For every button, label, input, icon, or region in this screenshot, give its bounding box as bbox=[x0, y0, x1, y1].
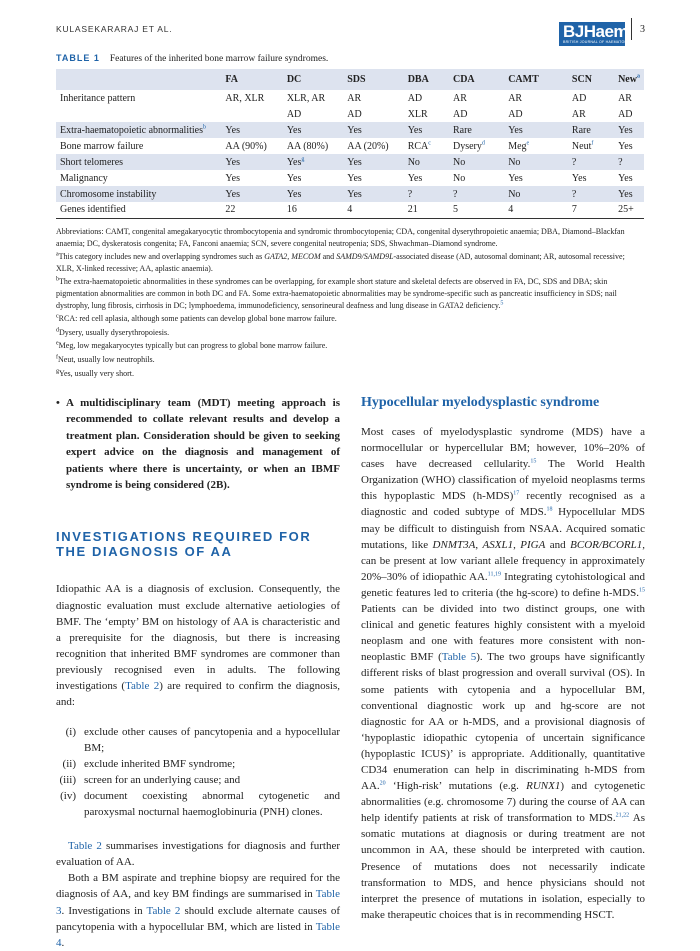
table-row bbox=[56, 170, 644, 186]
investigation-list bbox=[56, 724, 340, 820]
cell-value: Yes bbox=[225, 172, 240, 184]
paragraph-text: As somatic mutations at diagnosis or during treatment are not uncommon in AA, these should be interpreted with caution. Presence of mutations does not necessarily indicate transformation to MDS, and hence physicians should not interpret the presence of mutations in isolation, especially to make therapeutic choices that is in recommending HSCT. bbox=[361, 812, 645, 921]
paragraph-text: should exclude alternate causes of pancytopenia with a hypocellular BM, which are listed in bbox=[56, 904, 340, 933]
cell-value: XLR, AR bbox=[286, 92, 326, 104]
cell-value: Yes bbox=[347, 124, 362, 136]
cell-value: Yes bbox=[407, 124, 423, 136]
table-column-header: SCN bbox=[568, 69, 614, 90]
table-cell bbox=[449, 122, 504, 138]
table-cell bbox=[221, 154, 282, 170]
journal-logo-subtitle: BRITISH JOURNAL OF HAEMATOLOGY bbox=[563, 40, 636, 44]
paragraph-text: summarises investigations for diagnosis and further evaluation of AA. bbox=[56, 840, 340, 869]
table-column-header: CAMT bbox=[504, 69, 568, 90]
cell-value: No bbox=[407, 156, 420, 168]
row-label-text: Genes identified bbox=[60, 204, 126, 216]
citation-link[interactable]: 5 bbox=[500, 299, 504, 306]
row-label-text: Extra-haematopoietic abnormalities bbox=[60, 124, 203, 136]
gene-name: PIGA bbox=[520, 538, 546, 551]
table-cell bbox=[449, 170, 504, 186]
table-cell bbox=[504, 122, 568, 138]
list-item-number: (i) bbox=[65, 726, 76, 739]
cell-value: AR bbox=[452, 92, 467, 104]
cell-value: Yes bbox=[286, 188, 302, 200]
paragraph-text: The World Health Organization (WHO) classification of myeloid neoplasms terms this hypoplastic MDS (h-MDS) bbox=[361, 458, 645, 503]
table-cell bbox=[449, 186, 504, 202]
cell-value: AR, XLR bbox=[225, 92, 265, 104]
table-header-row bbox=[56, 69, 644, 90]
row-label-text: Short telomeres bbox=[60, 156, 124, 168]
bullet-icon: • bbox=[56, 397, 60, 409]
footnote-marker[interactable]: e bbox=[526, 140, 530, 147]
table-cell bbox=[404, 186, 449, 202]
table-cell bbox=[404, 122, 449, 138]
paragraph-text: , can be present at low variant allele frequency in approximately 20%–30% of idiopathic AA. bbox=[361, 538, 646, 583]
gene-name: MECOM bbox=[291, 252, 321, 262]
footnote-a bbox=[56, 251, 644, 274]
cell-value: AA (90%) bbox=[225, 140, 267, 152]
paragraph-text: ‘High-risk’ mutations (e.g. bbox=[385, 780, 527, 793]
cell-value: ? bbox=[571, 188, 577, 200]
cell-value: AR bbox=[347, 92, 362, 104]
table-cell bbox=[568, 138, 614, 154]
cell-value: 7 bbox=[571, 204, 577, 216]
table-footnotes bbox=[56, 226, 644, 381]
cell-value: No bbox=[508, 188, 521, 200]
list-item bbox=[56, 756, 340, 772]
table-cell bbox=[614, 186, 644, 202]
cell-value: Yes bbox=[618, 172, 633, 184]
table-row bbox=[56, 186, 644, 202]
table-cell bbox=[504, 106, 568, 122]
table-column-header: DC bbox=[283, 69, 343, 90]
footnote-d bbox=[56, 327, 644, 339]
footnote-f bbox=[56, 354, 644, 366]
paragraph-text: Patients can be divided into two distinct groups, one with clinical and genetic features highly consistent with a myeloid neoplasm and one with features more consistent with non-neoplastic BMF ( bbox=[361, 603, 645, 664]
table-row bbox=[56, 122, 644, 138]
footnote-text: RCA: red cell aplasia, although some patients can develop global bone marrow failure. bbox=[58, 314, 337, 324]
cell-value: AR bbox=[618, 92, 632, 104]
footnote-c bbox=[56, 313, 644, 325]
recommendation-bullet bbox=[56, 395, 340, 493]
list-item-number: (ii) bbox=[62, 758, 76, 771]
table-cell bbox=[283, 170, 343, 186]
paragraph-text: Idiopathic AA is a diagnosis of exclusion. Consequently, the diagnostic evaluation must exclude alternative aetiologies of BMF. The ‘empty’ BM on histology of AA is characteristic and a prerequisite for the diagnosis, but there is increasing recognition that inherited BMF syndromes are commoner than previously recognised even in adults. The following investigations ( bbox=[56, 583, 340, 692]
table-link[interactable]: Table 5 bbox=[441, 651, 477, 664]
paragraph-text: Most cases of myelodysplastic syndrome (MDS) have a normocellular or hypercellular BM; however, 10%–20% of cases have decreased cellularity. bbox=[361, 426, 645, 471]
table-link[interactable]: Table 4 bbox=[56, 920, 340, 949]
table-cell bbox=[404, 106, 449, 122]
cell-value: No bbox=[508, 156, 521, 168]
table-cell bbox=[283, 202, 343, 218]
table-row bbox=[56, 154, 644, 170]
paragraph-text: Integrating cytohistological and genetic features led to criteria (the hg-score) to define h-MDS. bbox=[361, 570, 646, 599]
table-link[interactable]: Table 3 bbox=[56, 888, 340, 917]
table-cell bbox=[283, 154, 343, 170]
table-cell bbox=[614, 90, 644, 106]
table-label: TABLE 1 bbox=[56, 53, 100, 63]
footnote-marker[interactable]: f bbox=[591, 140, 594, 147]
table-cell bbox=[343, 154, 403, 170]
cell-value: Rare bbox=[571, 124, 591, 136]
footnote-marker: c bbox=[56, 313, 59, 320]
table-link[interactable]: Table 2 bbox=[125, 680, 160, 692]
cell-value: AR bbox=[571, 108, 586, 120]
table-cell bbox=[343, 138, 403, 154]
table-cell bbox=[614, 122, 644, 138]
footnote-marker: b bbox=[56, 276, 59, 283]
table-cell bbox=[614, 106, 644, 122]
cell-value: ? bbox=[571, 156, 577, 168]
footnote-text: Yes, usually very short. bbox=[59, 368, 134, 378]
table-row-label bbox=[56, 186, 221, 202]
footnote-text: Meg, low megakaryocytes typically but can progress to global bone marrow failure. bbox=[58, 341, 328, 351]
cell-value: Yes bbox=[618, 140, 633, 152]
cell-value: Yes bbox=[225, 156, 240, 168]
footnote-text: The extra-haematopoietic abnormalities in these syndromes can be overlapping, for example short stature and skeletal defects are observed in FA, DC, SDS and DBA; skin pigmentation abnormalities are common in both DC and FA. Some extra-haematopoietic abnormalities may be syndrome-specific such as pancreatic insufficiency in SDS; nail dystrophy, lung fibrosis, cirrhosis in DC; lymphoedema, immunodeficiency, sensorineural deafness and lung disease in GATA2 deficiency. bbox=[56, 277, 617, 310]
list-item-text: exclude inherited BMF syndrome; bbox=[84, 758, 236, 771]
table-cell bbox=[568, 186, 614, 202]
cell-value: Yes bbox=[286, 124, 302, 136]
table-cell bbox=[283, 106, 343, 122]
table-cell bbox=[221, 106, 282, 122]
table-cell bbox=[568, 202, 614, 218]
journal-logo-text: BJHaem bbox=[563, 22, 629, 41]
table-cell bbox=[568, 154, 614, 170]
cell-value: ? bbox=[452, 188, 458, 200]
list-item bbox=[56, 772, 340, 788]
paragraph bbox=[56, 581, 340, 710]
cell-value: Yes bbox=[286, 156, 302, 168]
table-body bbox=[56, 90, 644, 218]
table-cell bbox=[404, 170, 449, 186]
list-item-text: screen for an underlying cause; and bbox=[84, 774, 241, 787]
cell-value: AD bbox=[508, 108, 523, 120]
cell-value: No bbox=[452, 172, 466, 184]
cell-value: Neut bbox=[571, 140, 592, 152]
footnote-marker: f bbox=[56, 354, 58, 361]
table-cell bbox=[568, 90, 614, 106]
citation-link[interactable]: 11,19 bbox=[487, 571, 501, 578]
list-item bbox=[56, 724, 340, 756]
footnote-e bbox=[56, 340, 644, 352]
footnote-text: and bbox=[320, 252, 337, 262]
paragraph-text: , bbox=[475, 538, 483, 551]
right-column bbox=[361, 395, 645, 923]
table-column-header: SDS bbox=[343, 69, 403, 90]
gene-name: BCOR/BCORL1 bbox=[570, 538, 643, 551]
citation-link[interactable]: 15 bbox=[530, 458, 537, 465]
list-item-text: document coexisting abnormal cytogenetic and paroxysmal nocturnal haemoglobinuria (PNH) clones. bbox=[84, 790, 340, 819]
footnote-marker[interactable]: g bbox=[301, 156, 305, 163]
table-cell bbox=[343, 170, 403, 186]
cell-value: 22 bbox=[225, 204, 236, 216]
header-divider bbox=[631, 18, 632, 40]
footnote-marker[interactable]: d bbox=[481, 140, 485, 147]
cell-value: AD bbox=[618, 108, 633, 120]
table-cell bbox=[343, 90, 403, 106]
footnote-marker[interactable]: c bbox=[428, 140, 431, 147]
footnote-text: -associated disease (AD, autosomal dominant; AR, autosomal recessive; XLR, X-linked recessive; AA, aplastic anaemia). bbox=[56, 252, 625, 273]
paragraph bbox=[56, 838, 340, 870]
cell-value: 4 bbox=[508, 204, 514, 216]
list-item bbox=[56, 788, 340, 820]
cell-value: Yes bbox=[347, 188, 362, 200]
table-cell bbox=[614, 202, 644, 218]
footnote-text: Dysery, usually dyserythropoiesis. bbox=[59, 327, 170, 337]
gene-name: RUNX1 bbox=[526, 780, 561, 793]
footnote-marker: d bbox=[56, 327, 59, 334]
running-head: KULASEKARARAJ ET AL. bbox=[56, 24, 173, 34]
cell-value: Yes bbox=[347, 172, 362, 184]
cell-value: AD bbox=[347, 108, 362, 120]
subsection-heading: Hypocellular myelodysplastic syndrome bbox=[361, 395, 600, 410]
cell-value: ? bbox=[407, 188, 413, 200]
cell-value: No bbox=[452, 156, 466, 168]
footnote-g bbox=[56, 368, 644, 380]
paragraph-text: ). The two groups have significantly different risks of blast progression and overall survival (OS). In some patients with cytopenia and a hypocellular BM, conventional diagnostic work up and hg-score are not diagnostic for AA or h-MDS, and a provisional diagnosis of ‘hypoplastic idiopathic cytopenia of uncertain significance (hypoplastic ICUS)’ is appropriate. Additionally, quantitative CD34 enumeration can help in discriminating h-MDS from AA. bbox=[361, 651, 645, 793]
paragraph-text: Hypocellular MDS may be difficult to distinguish from NSAA. Acquired somatic mutations, like bbox=[361, 506, 646, 551]
recommendation-text: A multidisciplinary team (MDT) meeting approach is recommended to collate relevant results and develop a treatment plan. Consideration should be given to seeking expert advice on the diagnosis and management of patients where there is uncertainty, or when an IBMF syndrome is being considered (2B). bbox=[66, 397, 340, 492]
cell-value: AR bbox=[508, 92, 523, 104]
table-cell bbox=[568, 170, 614, 186]
citation-link[interactable]: 17 bbox=[513, 490, 520, 497]
citation-link[interactable]: 21,22 bbox=[615, 812, 630, 819]
table-cell bbox=[221, 186, 282, 202]
list-item-number: (iv) bbox=[60, 790, 76, 803]
table-row-label bbox=[56, 202, 221, 218]
footnote-text: Neut, usually low neutrophils. bbox=[58, 354, 155, 364]
cell-value: Yes bbox=[286, 172, 302, 184]
footnote-text: This category includes new and overlapping syndromes such as bbox=[58, 252, 265, 262]
paragraph bbox=[56, 870, 340, 950]
table-row bbox=[56, 90, 644, 106]
cell-value: Rare bbox=[452, 124, 472, 136]
table-cell bbox=[283, 186, 343, 202]
cell-value: Yes bbox=[571, 172, 587, 184]
table-cell bbox=[221, 138, 282, 154]
table-column-header bbox=[56, 69, 221, 90]
paragraph-text: . bbox=[61, 936, 65, 949]
paragraph-text: recently recognised as a diagnostic and coded subtype of MDS. bbox=[361, 490, 645, 519]
gene-name: DNMT3A bbox=[432, 538, 476, 551]
footnote-marker: a bbox=[56, 251, 59, 258]
footnote-text: , bbox=[287, 252, 292, 262]
footnote-marker[interactable]: a bbox=[636, 73, 640, 80]
gene-name: GATA2 bbox=[264, 252, 288, 262]
table-row-label bbox=[56, 90, 221, 106]
row-label-text: Chromosome instability bbox=[60, 188, 157, 200]
cell-value: ? bbox=[618, 156, 623, 168]
cell-value: RCA bbox=[407, 140, 429, 152]
list-item-number: (iii) bbox=[59, 774, 76, 787]
cell-value: Yes bbox=[618, 124, 633, 136]
cell-value: Yes bbox=[618, 188, 633, 200]
footnote-marker: g bbox=[56, 367, 59, 374]
page-number: 3 bbox=[640, 24, 645, 35]
table-cell bbox=[504, 186, 568, 202]
paragraph-text: . Investigations in bbox=[61, 904, 147, 917]
footnote-marker[interactable]: b bbox=[203, 124, 206, 131]
footnote-abbreviations: Abbreviations: CAMT, congenital amegakaryocytic thrombocytopenia and syndromic thrombocytopenia; CDA, congenital dyserythropoietic anaemia; DBA, Diamond–Blackfan anaemia; DC, dyskeratosis congenita; FA, Fanconi anaemia; SCN, severe congenital neutropenia; SDS, Shwachman–Diamond syndrome. bbox=[56, 227, 625, 248]
cell-value: AD bbox=[452, 108, 468, 120]
gene-name: SAMD9/SAMD9L bbox=[336, 252, 394, 262]
table-caption-text: Features of the inherited bone marrow failure syndromes. bbox=[109, 54, 329, 64]
table-row bbox=[56, 138, 644, 154]
table-column-header: CDA bbox=[449, 69, 504, 90]
row-label-text: Inheritance pattern bbox=[60, 92, 136, 104]
table-row-label bbox=[56, 106, 221, 122]
cell-value: AD bbox=[286, 108, 302, 120]
citation-link[interactable]: 18 bbox=[546, 506, 553, 513]
table-cell bbox=[449, 202, 504, 218]
table-row-label bbox=[56, 122, 221, 138]
row-label-text: Bone marrow failure bbox=[60, 140, 144, 152]
table-column-header: DBA bbox=[404, 69, 449, 90]
table-column-header: New$^a$ bbox=[614, 69, 644, 90]
cell-value: Yes bbox=[225, 188, 240, 200]
table-cell bbox=[449, 106, 504, 122]
row-label-text: Malignancy bbox=[60, 172, 108, 184]
table-cell bbox=[504, 202, 568, 218]
paragraph-text: ) are required to confirm the diagnosis, and: bbox=[56, 680, 340, 709]
table-cell bbox=[504, 170, 568, 186]
table-cell bbox=[283, 122, 343, 138]
table-cell bbox=[504, 90, 568, 106]
cell-value: Yes bbox=[508, 172, 523, 184]
table-link[interactable]: Table 2 bbox=[68, 840, 102, 853]
cell-value: AA (80%) bbox=[286, 140, 329, 152]
table-cell bbox=[614, 138, 644, 154]
table-cell bbox=[343, 186, 403, 202]
table-column-header: FA bbox=[221, 69, 282, 90]
paragraph bbox=[361, 424, 645, 923]
left-column bbox=[56, 395, 340, 951]
cell-value: 16 bbox=[286, 204, 297, 216]
cell-value: AD bbox=[571, 92, 587, 104]
table-cell bbox=[404, 90, 449, 106]
table-caption bbox=[56, 53, 328, 64]
paragraph-text: , bbox=[513, 538, 521, 551]
table-cell bbox=[283, 90, 343, 106]
table-cell bbox=[449, 138, 504, 154]
table-cell bbox=[404, 138, 449, 154]
cell-value: XLR bbox=[407, 108, 428, 120]
table-cell bbox=[449, 154, 504, 170]
table-cell bbox=[449, 90, 504, 106]
features-table bbox=[56, 69, 644, 219]
table-cell bbox=[404, 154, 449, 170]
paragraph-text: Both a BM aspirate and trephine biopsy are required for the diagnosis of AA, and key BM findings are summarised in bbox=[56, 872, 340, 901]
table-cell bbox=[404, 202, 449, 218]
table-row-label bbox=[56, 170, 221, 186]
paragraph-text: and bbox=[545, 538, 571, 551]
table-cell bbox=[614, 170, 644, 186]
citation-link[interactable]: 20 bbox=[379, 780, 386, 787]
cell-value: 25+ bbox=[618, 204, 634, 216]
cell-value: 21 bbox=[407, 204, 418, 216]
footnote-b bbox=[56, 276, 644, 311]
table-row bbox=[56, 202, 644, 218]
cell-value: 5 bbox=[452, 204, 458, 216]
table-row-label bbox=[56, 154, 221, 170]
table-cell bbox=[343, 202, 403, 218]
table-cell bbox=[568, 106, 614, 122]
table-cell bbox=[343, 122, 403, 138]
table-cell bbox=[283, 138, 343, 154]
cell-value: Yes bbox=[407, 172, 423, 184]
table-row bbox=[56, 106, 644, 122]
journal-logo bbox=[559, 22, 636, 46]
cell-value: Yes bbox=[508, 124, 523, 136]
cell-value: Yes bbox=[225, 124, 240, 136]
gene-name: ASXL1 bbox=[482, 538, 514, 551]
table-cell bbox=[221, 202, 282, 218]
cell-value: 4 bbox=[347, 204, 353, 216]
table-cell bbox=[504, 154, 568, 170]
cell-value: AD bbox=[407, 92, 423, 104]
list-item-text: exclude other causes of pancytopenia and a hypocellular BM; bbox=[84, 726, 340, 755]
table-cell bbox=[504, 138, 568, 154]
section-heading: INVESTIGATIONS REQUIRED FOR THE DIAGNOSIS OF AA bbox=[56, 529, 312, 560]
table-cell bbox=[343, 106, 403, 122]
cell-value: Meg bbox=[508, 140, 527, 152]
cell-value: Dysery bbox=[452, 140, 482, 152]
table-cell bbox=[221, 170, 282, 186]
table-row-label bbox=[56, 138, 221, 154]
citation-link[interactable]: 15 bbox=[639, 587, 645, 594]
cell-value: AA (20%) bbox=[347, 140, 389, 152]
table-link[interactable]: Table 2 bbox=[146, 904, 181, 917]
table-cell bbox=[568, 122, 614, 138]
table-cell bbox=[221, 122, 282, 138]
paragraph-text: ) and cytogenetic abnormalities (e.g. chromosome 7) during the course of AA can help identify patients at risk of transformation to MDS. bbox=[361, 780, 645, 825]
table-cell bbox=[221, 90, 282, 106]
table-cell bbox=[614, 154, 644, 170]
footnote-marker: e bbox=[56, 340, 59, 347]
cell-value: Yes bbox=[347, 156, 362, 168]
